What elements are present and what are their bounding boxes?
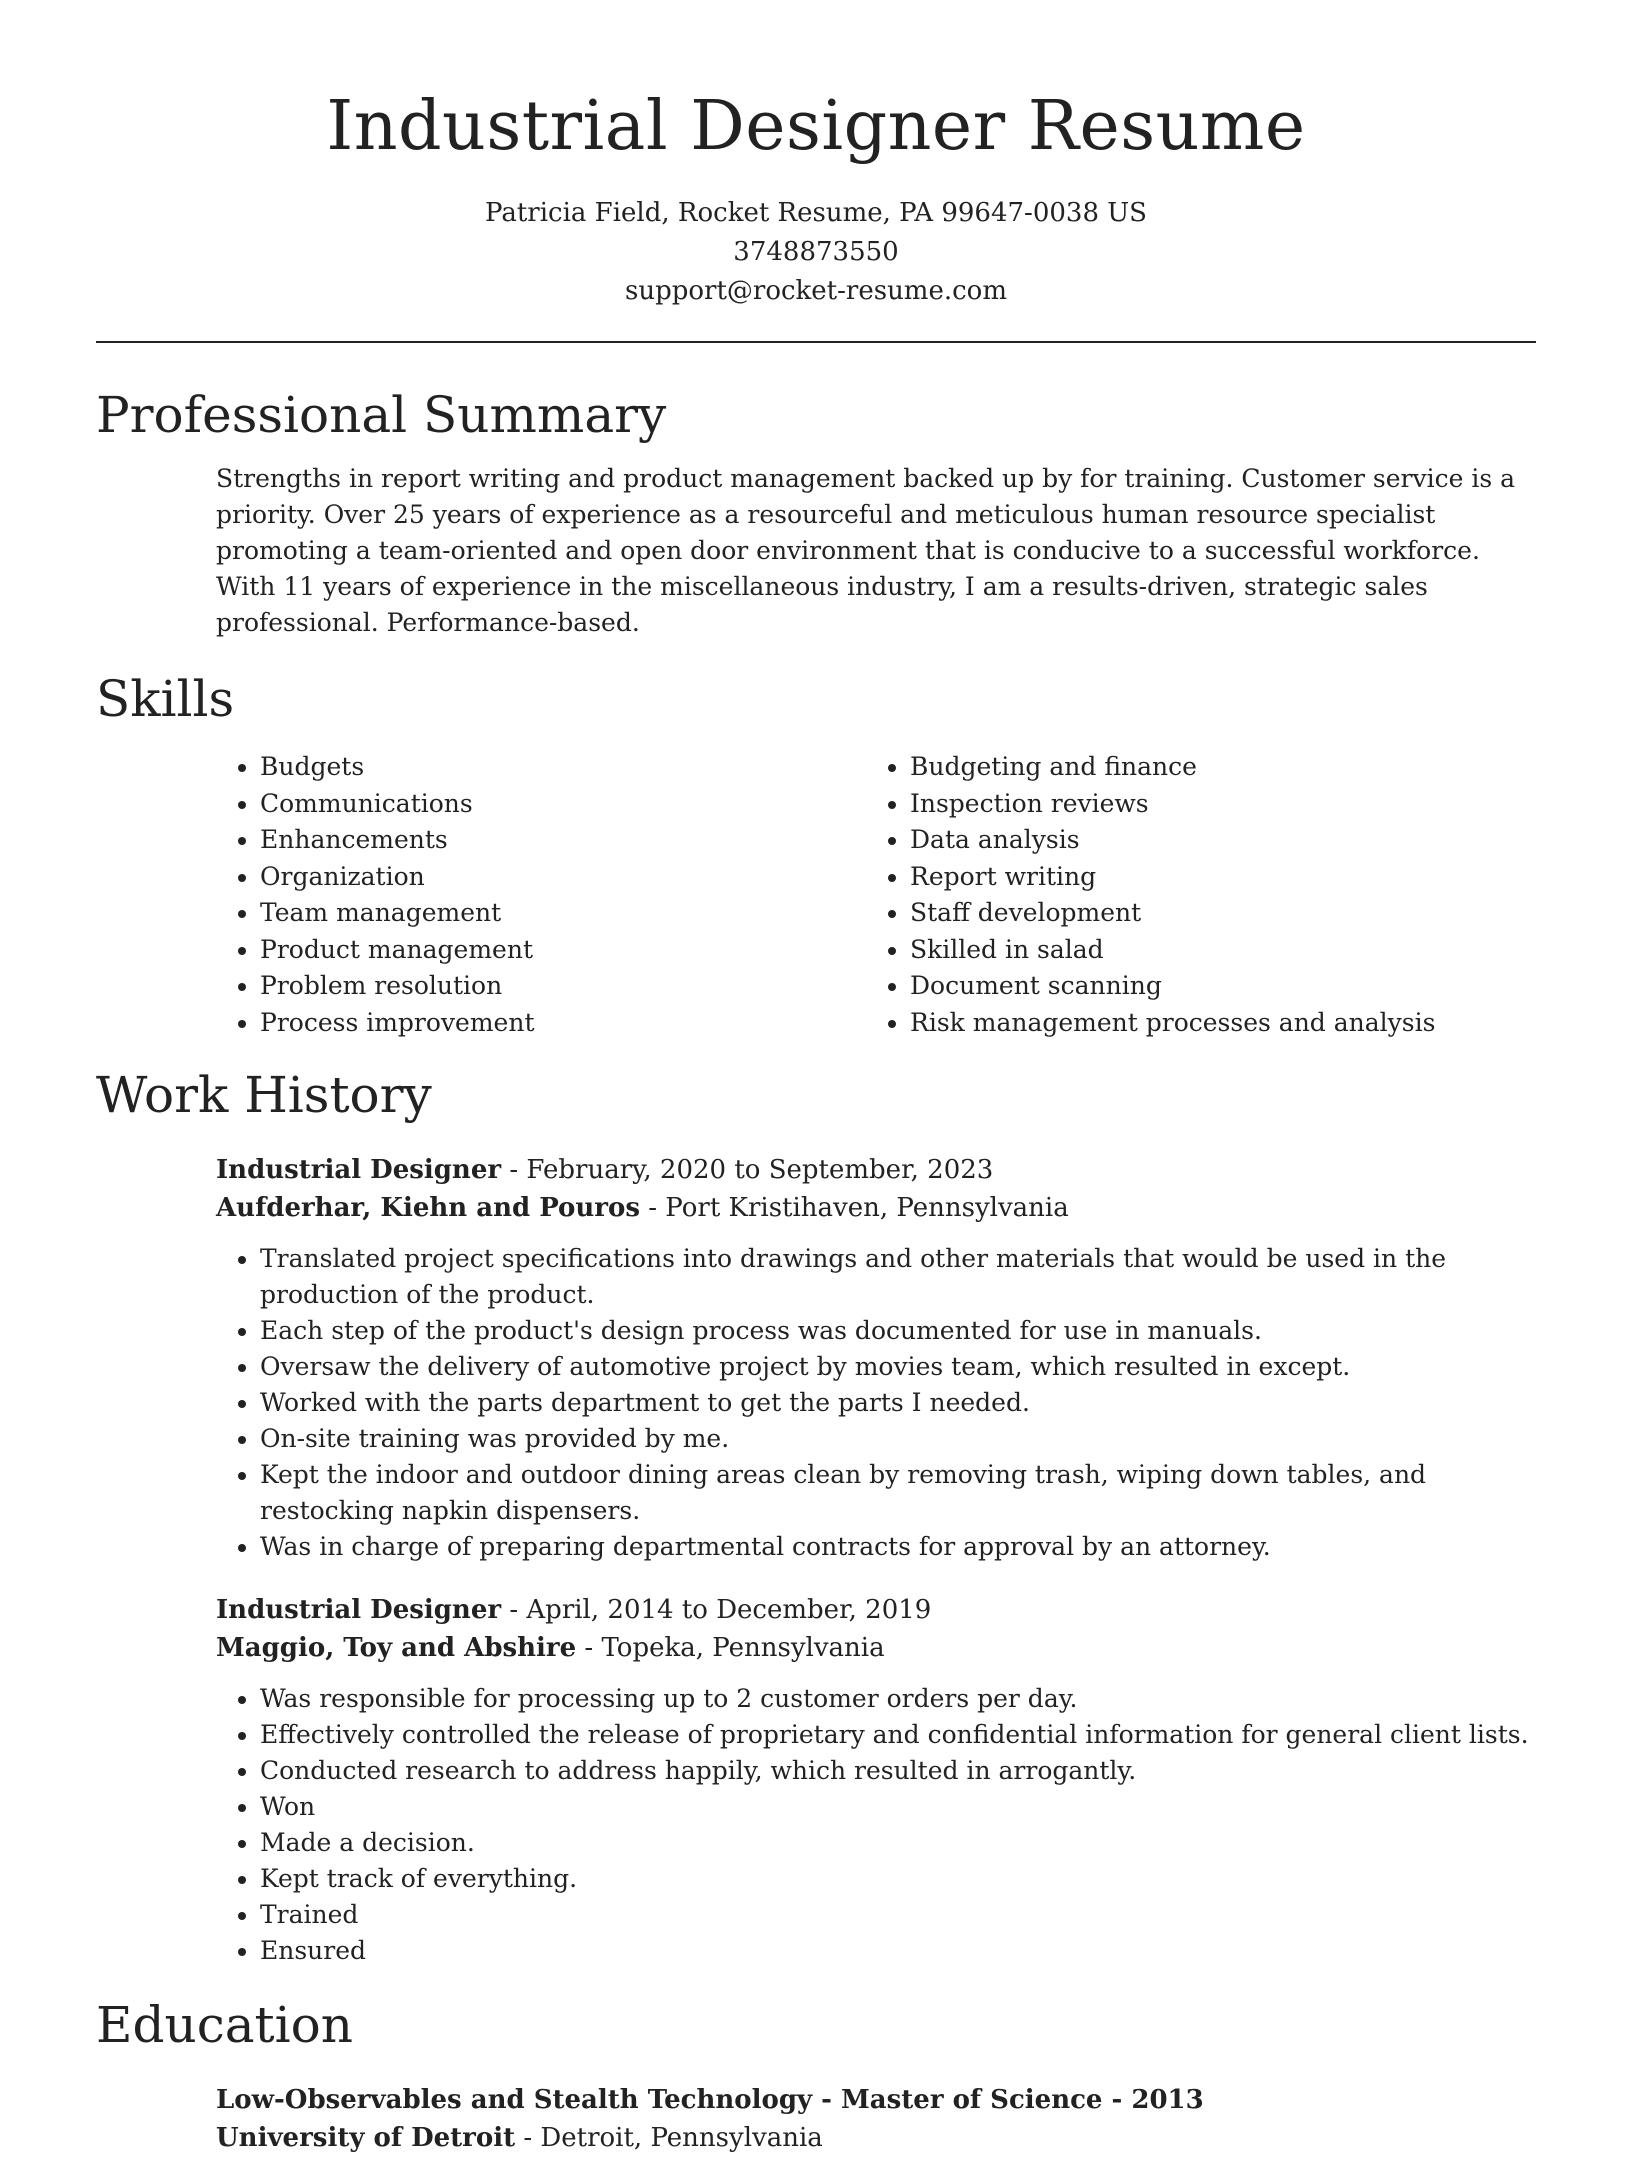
- job-bullet: • Trained: [260, 1897, 1536, 1933]
- summary-text: Strengths in report writing and product management backed up by for training. Customer service is a priority. Over 25 years of experience as a resourceful and meticulous human resource specialist promoting a team-oriented and open door environment that is conducive to a successful workforce. With 11 years of experience in the miscellaneous industry, I am a results-driven, strategic sales professional. Performance-based.: [216, 464, 1516, 637]
- job-bullet: • Kept track of everything.: [260, 1861, 1536, 1897]
- skill-item: • Problem resolution: [260, 968, 866, 1005]
- job-bullet-list: [216, 1241, 1536, 1565]
- skill-item: • Organization: [260, 859, 866, 896]
- skill-item: • Risk management processes and analysis: [910, 1005, 1536, 1042]
- job-bullet: • Kept the indoor and outdoor dining areas clean by removing trash, wiping down tables, and restocking napkin dispensers.: [260, 1457, 1536, 1529]
- skill-item: • Staff development: [910, 895, 1536, 932]
- work-history-section: [96, 1065, 1536, 1969]
- skills-columns: [216, 749, 1536, 1041]
- education-location: - Detroit, Pennsylvania: [515, 2123, 823, 2153]
- skill-item: • Skilled in salad: [910, 932, 1536, 969]
- job-header: [216, 1151, 1536, 1227]
- education-school: University of Detroit: [216, 2123, 516, 2153]
- resume-header: [96, 0, 1536, 311]
- skill-item: • Product management: [260, 932, 866, 969]
- education-school-line: [216, 2119, 1536, 2157]
- summary-section: [96, 385, 1536, 641]
- skill-item: • Inspection reviews: [910, 786, 1536, 823]
- job-bullet: • Made a decision.: [260, 1825, 1536, 1861]
- education-entry: [216, 2081, 1536, 2157]
- job-bullet: • Worked with the parts department to get the parts I needed.: [260, 1385, 1536, 1421]
- job-dates: - April, 2014 to December, 2019: [501, 1595, 932, 1625]
- job-entry: [216, 1151, 1536, 1565]
- skills-section: [96, 669, 1536, 1041]
- job-title: Industrial Designer: [216, 1155, 502, 1185]
- skill-item: • Team management: [260, 895, 866, 932]
- resume-page: [96, 0, 1536, 2157]
- education-section: [96, 1995, 1536, 2157]
- job-header: [216, 1591, 1536, 1667]
- job-company: Aufderhar, Kiehn and Pouros: [216, 1193, 640, 1223]
- contact-address: Patricia Field, Rocket Resume, PA 99647-0038 US: [485, 198, 1147, 228]
- job-bullet: • Effectively controlled the release of proprietary and confidential information for general client lists.: [260, 1717, 1536, 1753]
- job-company-line: [216, 1189, 1536, 1227]
- job-bullet: • Was in charge of preparing departmental contracts for approval by an attorney.: [260, 1529, 1536, 1565]
- job-company-line: [216, 1629, 1536, 1667]
- job-bullet: • Each step of the product's design process was documented for use in manuals.: [260, 1313, 1536, 1349]
- job-bullet: • Was responsible for processing up to 2 customer orders per day.: [260, 1681, 1536, 1717]
- skills-list-right: [866, 749, 1536, 1041]
- job-entry: [216, 1591, 1536, 1969]
- skills-heading: Skills: [96, 670, 235, 728]
- skills-list-left: [216, 749, 866, 1041]
- job-dates: - February, 2020 to September, 2023: [501, 1155, 994, 1185]
- skill-item: • Process improvement: [260, 1005, 866, 1042]
- job-bullet: • Translated project specifications into drawings and other materials that would be used in the production of the product.: [260, 1241, 1536, 1313]
- header-divider: [96, 341, 1536, 343]
- skill-item: • Document scanning: [910, 968, 1536, 1005]
- education-heading: Education: [96, 1996, 353, 2054]
- contact-phone: 3748873550: [733, 237, 899, 267]
- job-title: Industrial Designer: [216, 1595, 502, 1625]
- skill-item: • Budgeting and finance: [910, 749, 1536, 786]
- skill-item: • Budgets: [260, 749, 866, 786]
- job-bullet: • On-site training was provided by me.: [260, 1421, 1536, 1457]
- job-location: - Topeka, Pennsylvania: [576, 1633, 885, 1663]
- contact-block: [96, 194, 1536, 311]
- skill-item: • Enhancements: [260, 822, 866, 859]
- job-bullet-list: [216, 1681, 1536, 1969]
- contact-email: support@rocket-resume.com: [624, 276, 1007, 306]
- resume-title: Industrial Designer Resume: [326, 87, 1306, 166]
- job-title-line: [216, 1151, 1536, 1189]
- job-bullet: • Oversaw the delivery of automotive project by movies team, which resulted in except.: [260, 1349, 1536, 1385]
- work-history-heading: Work History: [96, 1066, 432, 1124]
- job-bullet: • Ensured: [260, 1933, 1536, 1969]
- skill-item: • Data analysis: [910, 822, 1536, 859]
- education-degree-line: Low-Observables and Stealth Technology - Master of Science - 2013: [216, 2085, 1204, 2115]
- job-bullet: • Conducted research to address happily, which resulted in arrogantly.: [260, 1753, 1536, 1789]
- job-bullet: • Won: [260, 1789, 1536, 1825]
- job-location: - Port Kristihaven, Pennsylvania: [639, 1193, 1069, 1223]
- summary-heading: Professional Summary: [96, 386, 667, 444]
- job-title-line: [216, 1591, 1536, 1629]
- skill-item: • Communications: [260, 786, 866, 823]
- skill-item: • Report writing: [910, 859, 1536, 896]
- job-company: Maggio, Toy and Abshire: [216, 1633, 577, 1663]
